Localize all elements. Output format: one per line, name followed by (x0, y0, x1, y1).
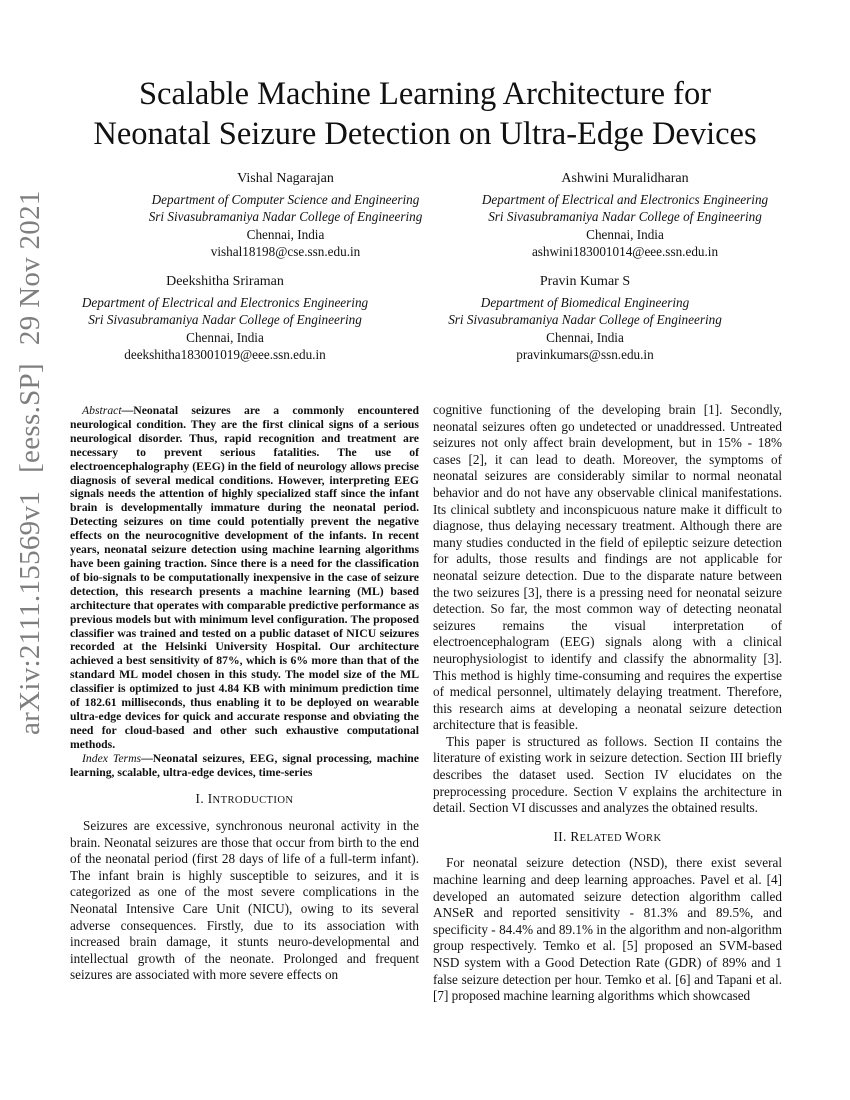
arxiv-date: 29 Nov 2021 (14, 190, 46, 346)
section-title: NTRODUCTION (212, 795, 294, 807)
section-heading-related-work (433, 829, 782, 848)
author-name: Deekshitha Sriraman (166, 274, 284, 289)
author-college: Sri Sivasubramaniya Nadar College of Engineering (88, 312, 362, 327)
section-number: I. I (195, 791, 213, 807)
author-college: Sri Sivasubramaniya Nadar College of Engineering (148, 209, 423, 224)
author-name: Ashwini Muralidharan (561, 171, 689, 186)
section-heading-introduction (70, 791, 419, 810)
section-title: W (625, 828, 638, 844)
body-paragraph: This paper is structured as follows. Section II contains the literature of existing work in seizure detection. Section III briefly describes the dataset used. Section IV elucidates on the preprocessing procedure. Section V explains the architecture in detail. Section VI discusses and analyzes the obtained results. (433, 733, 782, 816)
author-email[interactable]: vishal18198@cse.ssn.edu.in (210, 244, 361, 259)
author-city: Chennai, India (546, 329, 624, 345)
title-line-1: Scalable Machine Learning Architecture for (138, 76, 712, 112)
arxiv-id: arXiv:2111.15569v1 (14, 490, 46, 735)
author-city: Chennai, India (186, 329, 264, 345)
author-block-1 (88, 170, 483, 261)
author-block-2 (440, 170, 810, 261)
left-column (70, 404, 419, 984)
section-title: ELATED (579, 832, 626, 844)
author-email[interactable]: pravinkumars@ssn.edu.in (516, 347, 654, 362)
author-city: Chennai, India (246, 226, 325, 242)
abstract-text: —Neonatal seizures are a commonly encountered neurological condition. They are the first clinical signs of a serious neurological disorder. Thus, rapid recognition and treatment are necessary to prevent serious fatalities. The use of electroencephalography (EEG) in the field of neurology allows precise diagnosis of several medical conditions. However, interpreting EEG signals needs the attention of highly specialized staff since the infant brain is developmentally immature during the neonatal period. Detecting seizures on time could potentially prevent the negative effects on the neurocognitive development of the infants. In recent years, neonatal seizure detection using machine learning algorithms have been gaining traction. Since there is a need for the classification of bio-signals to be computationally inexpensive in the case of seizure detection, this research presents a machine learning (ML) based architecture that operates with comparable predictive performance as previous models but with minimum level configuration. The proposed classifier was trained and tested on a public dataset of NICU seizures recorded at the Helsinki University Hospital. Our architecture achieved a best sensitivity of 87%, which is 6% more than that of the standard ML model chosen in this study. The model size of the ML classifier is optimized to just 4.84 KB with minimum prediction time of 182.61 milliseconds, thus enabling it to be deployed on wearable ultra-edge devices for quick and accurate response and obviating the need for cloud-based and other such exhaustive computational methods. (70, 404, 419, 751)
author-city: Chennai, India (586, 226, 664, 242)
section-title: ORK (637, 832, 662, 844)
arxiv-category: [eess.SP] (14, 363, 46, 473)
section-number: II. R (553, 828, 580, 844)
author-dept: Department of Computer Science and Engineering (151, 191, 420, 207)
title-line-2: Neonatal Seizure Detection on Ultra-Edge Devices (93, 116, 757, 152)
index-terms-text: —Neonatal seizures, EEG, signal processing, machine learning, scalable, ultra-edge devices, time-series (70, 751, 419, 779)
author-dept: Department of Biomedical Engineering (480, 294, 690, 310)
author-block-4 (400, 273, 770, 364)
author-dept: Department of Electrical and Electronics Engineering (81, 294, 369, 310)
related-work-paragraph: For neonatal seizure detection (NSD), there exist several machine learning and deep learning approaches. Pavel et al. [4] developed an automated seizure detection algorithm called ANSeR and reported sensitivity - 81.3% and 89.5%, and specificity - 84.4% and 89.1% in the algorithm and non-algorithm group respectively. Temko et al. [5] proposed an SVM-based NSD system with a Good Detection Rate (GDR) of 89% and 1 false seizure detection per hour. Temko et al. [6] and Tapani et al. [7] proposed machine learning algorithms which showcased (433, 855, 782, 1004)
index-terms-label: Index Terms (82, 751, 142, 765)
abstract (70, 404, 419, 752)
index-terms (70, 752, 419, 780)
body-paragraph: cognitive functioning of the developing brain [1]. Secondly, neonatal seizures often go undetected or unaddressed. Untreated seizures not only affect brain development, but in 15% - 18% cases [2], it can lead to death. Moreover, the symptoms of neonatal seizures are considerably similar to normal neonatal behavior and do not have any observable clinical manifestations. Its clinical subtlety and inconspicuous nature make it difficult to diagnose, thus delaying necessary treatment. Although there are many studies conducted in the field of epileptic seizure detection for adults, those results and findings are not applicable for neonatal seizure detection. Due to the disparate nature between the two seizures [3], there is a pressing need for neonatal seizure detection. So far, the most common way of detecting neonatal seizures remains the visual interpretation of electroencephalogram (EEG) signals along with a clinical neurophysiologist to identify and classify the abnormality [3]. This method is highly time-consuming and requires the expertise of medical personnel, ultimately delaying treatment. Therefore, this research aims at developing a neonatal seizure detection architecture that is feasible. (433, 402, 782, 733)
author-email[interactable]: deekshitha183001019@eee.ssn.edu.in (124, 347, 326, 362)
author-name: Pravin Kumar S (539, 274, 631, 289)
right-column (433, 402, 782, 1005)
author-block-3 (40, 273, 410, 364)
author-name: Vishal Nagarajan (237, 171, 334, 186)
paper-title (40, 74, 810, 154)
intro-paragraph: Seizures are excessive, synchronous neuronal activity in the brain. Neonatal seizures are those that occur from birth to the end of the neonatal period (first 28 days of life of a full-term infant). The infant brain is highly susceptible to seizures, and it is categorized as one of the most severe complications in the Neonatal Intensive Care Unit (NICU), owing to its several adverse consequences. Firstly, due to its association with increased brain damage, it stunts neuro-developmental and intellectual growth of the neonate. Prolonged and frequent seizures are associated with more severe effects on (70, 818, 419, 983)
author-dept: Department of Electrical and Electronics Engineering (481, 191, 769, 207)
author-email[interactable]: ashwini183001014@eee.ssn.edu.in (531, 244, 719, 259)
abstract-label: Abstract (82, 404, 122, 417)
author-college: Sri Sivasubramaniya Nadar College of Engineering (448, 312, 722, 327)
author-college: Sri Sivasubramaniya Nadar College of Engineering (488, 209, 762, 224)
